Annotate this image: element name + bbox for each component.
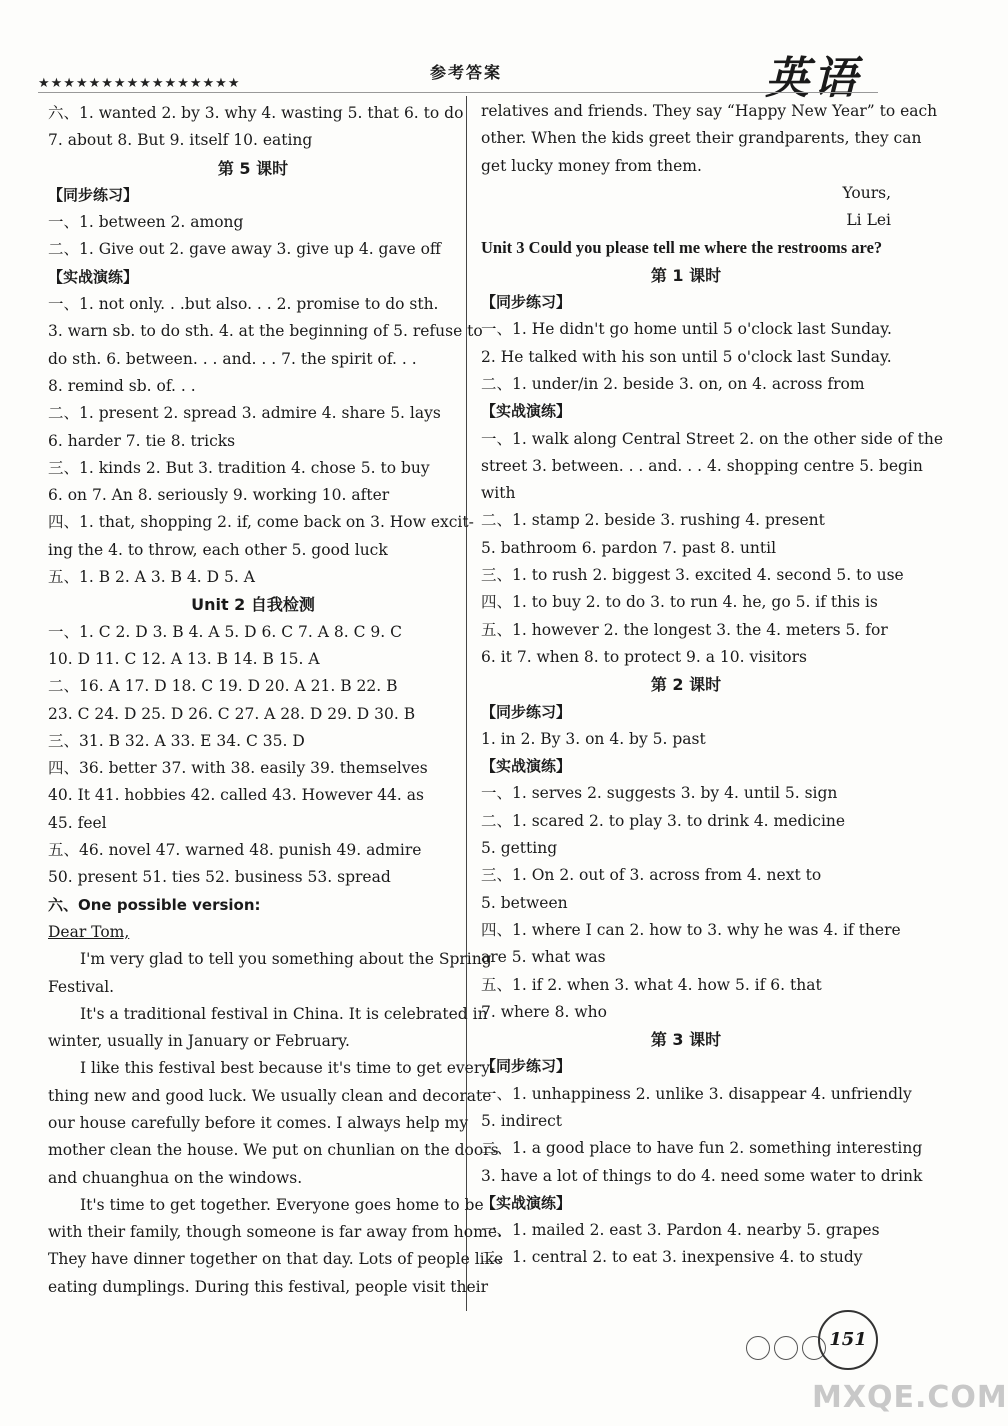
- right-column: [481, 98, 944, 1272]
- subsection-label: 【同步练习】: [48, 185, 139, 204]
- answer-line: 一、1. walk along Central Street 2. on the other side of the: [481, 429, 944, 448]
- answer-line: 8. remind sb. of. . .: [48, 376, 196, 395]
- section-heading: 第 5 课时: [217, 158, 289, 178]
- answer-line: 一、1. mailed 2. east 3. Pardon 4. nearby 5. grapes: [481, 1221, 880, 1240]
- answer-line: It's a traditional festival in China. It is celebrated in: [80, 1004, 488, 1023]
- answer-line: 一、1. He didn't go home until 5 o'clock last Sunday.: [481, 320, 892, 339]
- star-decoration: ★★★★★★★★★★★★★★★★: [38, 76, 241, 91]
- answer-line: 5. getting: [481, 839, 558, 858]
- answer-line: 一、1. C 2. D 3. B 4. A 5. D 6. C 7. A 8. C 9. C: [48, 622, 402, 641]
- answer-line: 四、1. to buy 2. to do 3. to run 4. he, go 5. if this is: [481, 593, 878, 612]
- answer-line: 5. bathroom 6. pardon 7. past 8. until: [481, 538, 777, 557]
- answer-line: and chuanghua on the windows.: [48, 1168, 303, 1187]
- answer-line: thing new and good luck. We usually clean and decorate: [48, 1086, 492, 1105]
- answer-line: 二、1. under/in 2. beside 3. on, on 4. across from: [481, 374, 865, 393]
- answer-line: 10. D 11. C 12. A 13. B 14. B 15. A: [48, 649, 320, 668]
- answer-line: 四、1. where I can 2. how to 3. why he was 4. if there: [481, 920, 901, 939]
- answer-line: 四、1. that, shopping 2. if, come back on 3. How excit-: [48, 513, 474, 532]
- subsection-label: 六、One possible version:: [48, 895, 261, 914]
- answer-line: mother clean the house. We put on chunlian on the doors: [48, 1141, 499, 1160]
- answer-line: 一、1. not only. . .but also. . . 2. promise to do sth.: [48, 295, 439, 314]
- subsection-label: 【实战演练】: [481, 1193, 572, 1212]
- answer-line: 2. He talked with his son until 5 o'clock last Sunday.: [481, 347, 892, 366]
- answer-line: ing the 4. to throw, each other 5. good luck: [48, 540, 388, 559]
- answer-line: I'm very glad to tell you something about the Spring: [80, 950, 492, 969]
- section-heading: Unit 2 自我检测: [191, 595, 315, 615]
- answer-line: 45. feel: [48, 813, 107, 832]
- answer-line: Dear Tom,: [48, 922, 130, 941]
- answer-line: 二、1. central 2. to eat 3. inexpensive 4. to study: [481, 1248, 863, 1267]
- page-number: 151: [818, 1310, 878, 1370]
- subsection-label: 【实战演练】: [481, 402, 572, 421]
- answer-line: 5. indirect: [481, 1111, 563, 1130]
- answer-line: 7. about 8. But 9. itself 10. eating: [48, 131, 313, 150]
- answer-line: 一、1. unhappiness 2. unlike 3. disappear 4. unfriendly: [481, 1084, 912, 1103]
- subject-logo: 英语: [765, 53, 861, 104]
- answer-line: 五、1. B 2. A 3. B 4. D 5. A: [48, 568, 255, 587]
- answer-line: 二、1. Give out 2. gave away 3. give up 4. gave off: [48, 240, 441, 259]
- answer-line: It's time to get together. Everyone goes home to be: [80, 1195, 484, 1214]
- answer-line: 40. It 41. hobbies 42. called 43. However 44. as: [48, 786, 424, 805]
- unit-heading: Unit 3 Could you please tell me where the restrooms are?: [481, 238, 883, 258]
- answer-line: street 3. between. . . and. . . 4. shopping centre 5. begin: [481, 456, 923, 475]
- answer-line: They have dinner together on that day. Lots of people like: [48, 1250, 504, 1269]
- watermark: MXQE.COM: [812, 1380, 1008, 1415]
- answer-line: our house carefully before it comes. I always help my: [48, 1113, 469, 1132]
- subsection-label: 【同步练习】: [481, 293, 572, 312]
- answer-line: 3. have a lot of things to do 4. need some water to drink: [481, 1166, 923, 1185]
- answer-line: 三、1. On 2. out of 3. across from 4. next to: [481, 866, 822, 885]
- answer-line: 7. where 8. who: [481, 1002, 607, 1021]
- subsection-label: 【实战演练】: [481, 757, 572, 776]
- answer-line: 3. warn sb. to do sth. 4. at the beginning of 5. refuse to: [48, 322, 483, 341]
- answer-line: winter, usually in January or February.: [48, 1032, 350, 1051]
- answer-line: I like this festival best because it's time to get every-: [80, 1059, 496, 1078]
- answer-line: 五、1. if 2. when 3. what 4. how 5. if 6. that: [481, 975, 822, 994]
- left-column: [48, 100, 504, 1301]
- answer-line: with: [481, 484, 516, 503]
- page-header: [0, 0, 1000, 104]
- section-heading: 第 2 课时: [650, 675, 722, 695]
- answer-line: 6. it 7. when 8. to protect 9. a 10. visitors: [481, 647, 807, 666]
- answer-line: 二、1. scared 2. to play 3. to drink 4. medicine: [481, 811, 846, 830]
- answer-line: 二、16. A 17. D 18. C 19. D 20. A 21. B 22. B: [48, 677, 398, 696]
- answer-line: do sth. 6. between. . . and. . . 7. the spirit of. . .: [48, 349, 417, 368]
- answer-line: 四、36. better 37. with 38. easily 39. themselves: [48, 759, 428, 778]
- answer-line: get lucky money from them.: [481, 156, 702, 175]
- answer-line: 二、1. present 2. spread 3. admire 4. share 5. lays: [48, 404, 441, 423]
- answer-line: are 5. what was: [481, 948, 606, 967]
- answer-line: 5. between: [481, 893, 568, 912]
- answer-line: Festival.: [48, 977, 115, 996]
- answer-line: eating dumplings. During this festival, people visit their: [48, 1277, 489, 1296]
- answer-line: 23. C 24. D 25. D 26. C 27. A 28. D 29. D 30. B: [48, 704, 416, 723]
- answer-line: 一、1. serves 2. suggests 3. by 4. until 5. sign: [481, 784, 838, 803]
- answer-line: 三、31. B 32. A 33. E 34. C 35. D: [48, 731, 305, 750]
- answer-line: relatives and friends. They say “Happy New Year” to each: [481, 102, 938, 120]
- answer-line: 二、1. stamp 2. beside 3. rushing 4. present: [481, 511, 825, 530]
- header-title: 参考答案: [430, 63, 503, 82]
- answer-line: 50. present 51. ties 52. business 53. spread: [48, 868, 391, 887]
- answer-line: 五、46. novel 47. warned 48. punish 49. admire: [48, 841, 422, 860]
- answer-line: 六、1. wanted 2. by 3. why 4. wasting 5. that 6. to do: [48, 104, 464, 122]
- answer-line: with their family, though someone is far away from home.: [48, 1223, 502, 1242]
- answer-line: 三、1. kinds 2. But 3. tradition 4. chose 5. to buy: [48, 458, 430, 477]
- answer-line: 1. in 2. By 3. on 4. by 5. past: [481, 729, 706, 748]
- answer-line: 6. on 7. An 8. seriously 9. working 10. after: [48, 486, 390, 505]
- subsection-label: 【同步练习】: [481, 1057, 572, 1076]
- answer-line: Yours,: [842, 183, 891, 202]
- subsection-label: 【实战演练】: [48, 267, 139, 286]
- answer-line: other. When the kids greet their grandparents, they can: [481, 129, 922, 148]
- header-rule: [38, 92, 878, 93]
- answer-line: 6. harder 7. tie 8. tricks: [48, 431, 236, 450]
- answer-line: Li Lei: [846, 211, 891, 230]
- answer-line: 一、1. between 2. among: [48, 213, 244, 232]
- answer-line: 五、1. however 2. the longest 3. the 4. meters 5. for: [481, 620, 888, 639]
- section-heading: 第 3 课时: [650, 1030, 722, 1050]
- subsection-label: 【同步练习】: [481, 702, 572, 721]
- section-heading: 第 1 课时: [650, 265, 722, 285]
- answer-line: 二、1. a good place to have fun 2. something interesting: [481, 1139, 923, 1158]
- answer-line: 三、1. to rush 2. biggest 3. excited 4. second 5. to use: [481, 566, 904, 585]
